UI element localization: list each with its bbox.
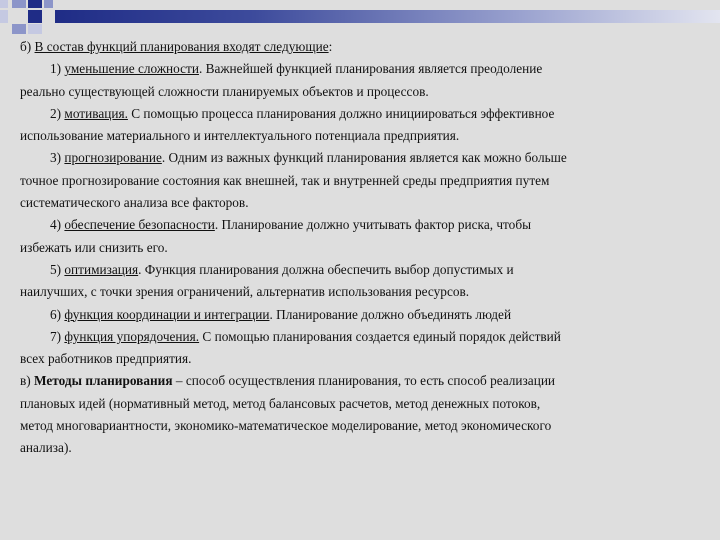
item-2-line-1: 2) мотивация. С помощью процесса планирования должно инициироваться эффективное: [50, 105, 555, 121]
item-3-line-1: 3) прогнозирование. Одним из важных функций планирования является как можно больше: [50, 150, 567, 166]
item-5-line-1: 5) оптимизация. Функция планирования должна обеспечить выбор допустимых и: [50, 261, 514, 277]
item-3-term: прогнозирование: [64, 150, 162, 166]
item-5-term: оптимизация: [64, 261, 139, 277]
item-1-line-1: 1) уменьшение сложности. Важнейшей функцией планирования является преодоление: [50, 61, 543, 77]
document-body: [20, 36, 710, 460]
decor-square-6: [28, 10, 42, 23]
decor-square-1: [0, 0, 8, 8]
decor-square-5: [0, 10, 8, 23]
item-1-line-2: реально существующей сложности планируемых объектов и процессов.: [20, 83, 429, 99]
decor-square-2: [12, 0, 26, 8]
section-v-title: Методы планирования: [34, 373, 173, 389]
item-2-term: мотивация.: [64, 105, 128, 121]
decor-square-4: [44, 0, 53, 8]
header-decoration: [0, 0, 720, 36]
section-b-title: В состав функций планирования входят следующие: [34, 39, 329, 54]
item-5-line-2: наилучших, с точки зрения ограничений, альтернатив использования ресурсов.: [20, 284, 470, 300]
section-v-line-1: в) Методы планирования – способ осуществления планирования, то есть способ реализации: [20, 373, 556, 389]
item-3-line-3: систематического анализа все факторов.: [20, 195, 249, 211]
item-7-line-2: всех работников предприятия.: [20, 351, 192, 367]
decor-gradient-strip: [55, 10, 720, 23]
item-4-term: обеспечение безопасности: [64, 217, 215, 233]
item-4-line-1: 4) обеспечение безопасности. Планирование должно учитывать фактор риска, чтобы: [50, 217, 532, 233]
decor-square-3: [28, 0, 42, 8]
section-v-line-2: плановых идей (нормативный метод, метод балансовых расчетов, метод денежных потоков,: [20, 395, 541, 411]
decor-square-7: [12, 24, 26, 34]
section-v-line-4: анализа).: [20, 440, 72, 456]
decor-square-8: [28, 24, 42, 34]
item-4-line-2: избежать или снизить его.: [20, 239, 168, 255]
item-6-line-1: 6) функция координации и интеграции. Планирование должно объединять людей: [50, 306, 512, 322]
item-1-term: уменьшение сложности: [64, 61, 199, 77]
item-7-line-1: 7) функция упорядочения. С помощью планирования создается единый порядок действий: [50, 328, 561, 344]
item-6-term: функция координации и интеграции: [64, 306, 270, 322]
item-7-term: функция упорядочения.: [64, 328, 200, 344]
item-2-line-2: использование материального и интеллектуального потенциала предприятия.: [20, 128, 460, 144]
item-3-line-2: точное прогнозирование состояния как внешней, так и внутренней среды предприятия путем: [20, 172, 550, 188]
section-b-heading: б) В состав функций планирования входят следующие:: [20, 39, 333, 54]
section-v-line-3: метод многовариантности, экономико-математическое моделирование, метод экономического: [20, 418, 552, 434]
